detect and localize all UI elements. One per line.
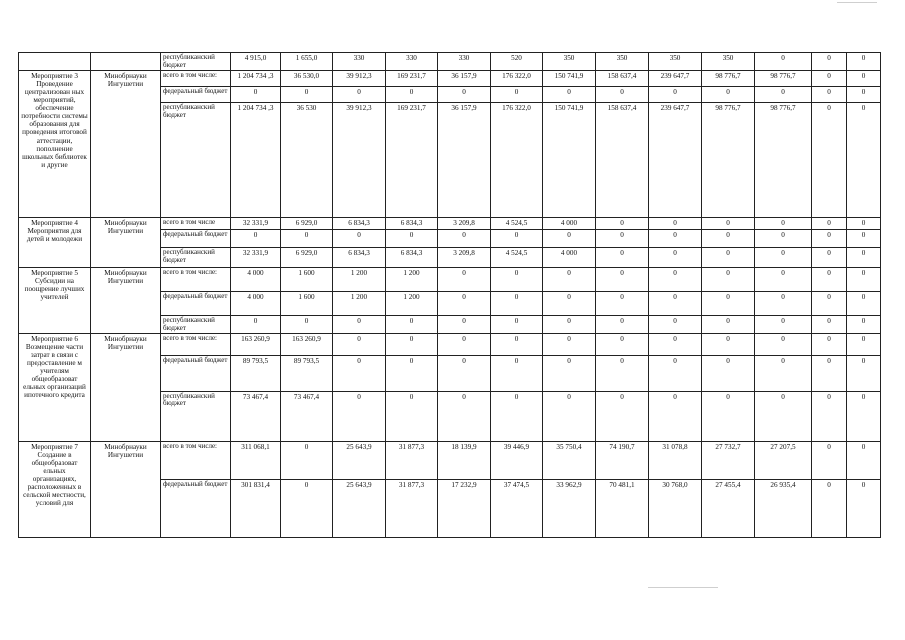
value-cell: 0	[333, 87, 386, 103]
value-cell: 3 209,8	[438, 218, 491, 230]
value-cell: 0	[386, 316, 438, 334]
value-cell: 36 530,0	[281, 71, 333, 87]
value-cell: 27 732,7	[702, 441, 755, 479]
value-cell: 73 467,4	[281, 391, 333, 441]
value-cell: 176 322,0	[491, 103, 543, 218]
value-cell: 18 139,9	[438, 441, 491, 479]
table-row	[19, 218, 881, 230]
value-cell: 0	[649, 316, 702, 334]
value-cell: 0	[847, 248, 881, 268]
value-cell: 0	[755, 230, 812, 248]
value-cell: 27 207,5	[755, 441, 812, 479]
value-cell: 1 204 734 ,3	[231, 103, 281, 218]
funding-source-cell: республиканский бюджет	[161, 248, 231, 268]
value-cell: 0	[847, 71, 881, 87]
value-cell: 0	[438, 316, 491, 334]
value-cell: 0	[438, 292, 491, 316]
value-cell: 0	[596, 391, 649, 441]
value-cell: 30 768,0	[649, 479, 702, 537]
value-cell: 0	[543, 268, 596, 292]
funding-source-cell: республиканский бюджет	[161, 391, 231, 441]
value-cell: 0	[847, 53, 881, 71]
value-cell: 0	[333, 316, 386, 334]
value-cell: 0	[702, 333, 755, 355]
value-cell: 0	[812, 479, 847, 537]
value-cell: 0	[812, 268, 847, 292]
value-cell: 0	[543, 391, 596, 441]
value-cell: 0	[755, 248, 812, 268]
value-cell: 0	[438, 333, 491, 355]
value-cell: 0	[491, 391, 543, 441]
value-cell: 0	[755, 268, 812, 292]
value-cell: 4 000	[543, 248, 596, 268]
value-cell: 169 231,7	[386, 71, 438, 87]
value-cell: 330	[333, 53, 386, 71]
value-cell: 0	[596, 268, 649, 292]
value-cell: 0	[649, 218, 702, 230]
value-cell: 0	[812, 441, 847, 479]
funding-source-cell: всего в том числе:	[161, 71, 231, 87]
event-name-cell: Мероприятие 7 Создание в общеобразоват ельных организациях, расположенных в сельской местности, условий для	[19, 441, 91, 537]
value-cell: 0	[755, 87, 812, 103]
value-cell: 89 793,5	[281, 355, 333, 391]
value-cell: 0	[596, 355, 649, 391]
scan-artifact	[837, 2, 877, 3]
value-cell: 0	[333, 355, 386, 391]
value-cell: 6 834,3	[386, 218, 438, 230]
value-cell: 6 834,3	[386, 248, 438, 268]
value-cell: 1 600	[281, 268, 333, 292]
value-cell: 25 643,9	[333, 441, 386, 479]
value-cell: 1 655,0	[281, 53, 333, 71]
value-cell: 0	[543, 355, 596, 391]
value-cell: 0	[847, 441, 881, 479]
value-cell: 73 467,4	[231, 391, 281, 441]
value-cell: 0	[702, 355, 755, 391]
funding-source-cell: республиканский бюджет	[161, 53, 231, 71]
value-cell: 0	[438, 355, 491, 391]
value-cell: 0	[649, 292, 702, 316]
value-cell: 0	[702, 316, 755, 334]
value-cell: 0	[491, 268, 543, 292]
value-cell: 176 322,0	[491, 71, 543, 87]
value-cell: 0	[386, 87, 438, 103]
value-cell: 0	[281, 316, 333, 334]
value-cell: 0	[847, 103, 881, 218]
event-name-cell: Мероприятие 6 Возмещение части затрат в связи с предоставление м учителям общеобразоват ельных организаций ипотечного кредита	[19, 333, 91, 441]
event-name-cell: Мероприятие 3 Проведение централизован ных мероприятий, обеспечение потребности системы образования для проведения итоговой аттестации, пополнение школьных библиотек и другие	[19, 71, 91, 218]
value-cell: 350	[596, 53, 649, 71]
value-cell: 0	[755, 218, 812, 230]
value-cell: 1 200	[386, 268, 438, 292]
value-cell: 158 637,4	[596, 103, 649, 218]
value-cell: 0	[702, 268, 755, 292]
funding-source-cell: федеральный бюджет	[161, 355, 231, 391]
value-cell: 39 912,3	[333, 71, 386, 87]
value-cell: 4 000	[231, 268, 281, 292]
value-cell: 31 877,3	[386, 479, 438, 537]
value-cell: 0	[491, 87, 543, 103]
value-cell: 0	[812, 316, 847, 334]
value-cell: 163 260,9	[281, 333, 333, 355]
table-row	[19, 333, 881, 355]
value-cell: 36 157,9	[438, 103, 491, 218]
value-cell: 0	[847, 479, 881, 537]
value-cell: 0	[438, 391, 491, 441]
value-cell: 1 200	[333, 268, 386, 292]
funding-source-cell: федеральный бюджет	[161, 292, 231, 316]
value-cell: 0	[847, 333, 881, 355]
executor-cell	[91, 53, 161, 71]
value-cell: 0	[543, 87, 596, 103]
funding-source-cell: федеральный бюджет	[161, 230, 231, 248]
value-cell: 0	[231, 230, 281, 248]
value-cell: 0	[847, 87, 881, 103]
value-cell: 330	[386, 53, 438, 71]
value-cell: 98 776,7	[755, 71, 812, 87]
table-row	[19, 53, 881, 71]
value-cell: 0	[755, 53, 812, 71]
value-cell: 350	[649, 53, 702, 71]
value-cell: 36 530	[281, 103, 333, 218]
value-cell: 0	[812, 53, 847, 71]
value-cell: 0	[333, 333, 386, 355]
value-cell: 0	[596, 248, 649, 268]
value-cell: 98 776,7	[702, 103, 755, 218]
value-cell: 0	[596, 87, 649, 103]
funding-source-cell: федеральный бюджет	[161, 87, 231, 103]
value-cell: 0	[596, 316, 649, 334]
value-cell: 35 750,4	[543, 441, 596, 479]
value-cell: 31 877,3	[386, 441, 438, 479]
value-cell: 0	[702, 391, 755, 441]
value-cell: 0	[438, 268, 491, 292]
value-cell: 4 524,5	[491, 248, 543, 268]
value-cell: 1 600	[281, 292, 333, 316]
value-cell: 0	[386, 333, 438, 355]
value-cell: 163 260,9	[231, 333, 281, 355]
event-name-cell: Мероприятие 5 Субсидии на поощрение лучших учителей	[19, 268, 91, 334]
value-cell: 89 793,5	[231, 355, 281, 391]
executor-cell: Минобрнауки Ингушетии	[91, 71, 161, 218]
value-cell: 0	[649, 87, 702, 103]
value-cell: 0	[543, 230, 596, 248]
value-cell: 98 776,7	[702, 71, 755, 87]
value-cell: 4 915,0	[231, 53, 281, 71]
value-cell: 520	[491, 53, 543, 71]
table-row	[19, 441, 881, 479]
value-cell: 0	[847, 230, 881, 248]
value-cell: 350	[702, 53, 755, 71]
value-cell: 32 331,9	[231, 248, 281, 268]
value-cell: 39 446,9	[491, 441, 543, 479]
value-cell: 0	[543, 333, 596, 355]
value-cell: 0	[702, 218, 755, 230]
value-cell: 0	[702, 230, 755, 248]
value-cell: 0	[596, 292, 649, 316]
value-cell: 31 078,8	[649, 441, 702, 479]
budget-table	[18, 52, 881, 538]
funding-source-cell: всего в том числе:	[161, 333, 231, 355]
value-cell: 17 232,9	[438, 479, 491, 537]
value-cell: 0	[281, 441, 333, 479]
value-cell: 0	[281, 230, 333, 248]
value-cell: 26 935,4	[755, 479, 812, 537]
table-row	[19, 71, 881, 87]
value-cell: 98 776,7	[755, 103, 812, 218]
value-cell: 0	[847, 391, 881, 441]
scan-artifact	[648, 587, 718, 588]
value-cell: 0	[847, 355, 881, 391]
value-cell: 0	[386, 355, 438, 391]
value-cell: 0	[702, 87, 755, 103]
value-cell: 27 455,4	[702, 479, 755, 537]
value-cell: 350	[543, 53, 596, 71]
value-cell: 0	[281, 479, 333, 537]
value-cell: 0	[755, 333, 812, 355]
value-cell: 0	[491, 292, 543, 316]
value-cell: 0	[333, 391, 386, 441]
value-cell: 0	[649, 391, 702, 441]
value-cell: 330	[438, 53, 491, 71]
value-cell: 0	[491, 333, 543, 355]
value-cell: 1 200	[333, 292, 386, 316]
table-row	[19, 268, 881, 292]
value-cell: 0	[231, 87, 281, 103]
value-cell: 0	[596, 333, 649, 355]
executor-cell: Минобрнауки Ингушетии	[91, 441, 161, 537]
value-cell: 0	[812, 248, 847, 268]
event-name-cell	[19, 53, 91, 71]
value-cell: 0	[596, 218, 649, 230]
executor-cell: Минобрнауки Ингушетии	[91, 268, 161, 334]
value-cell: 0	[438, 230, 491, 248]
value-cell: 0	[649, 230, 702, 248]
value-cell: 158 637,4	[596, 71, 649, 87]
value-cell: 6 834,3	[333, 218, 386, 230]
funding-source-cell: республиканский бюджет	[161, 103, 231, 218]
value-cell: 0	[491, 230, 543, 248]
value-cell: 0	[812, 292, 847, 316]
funding-source-cell: всего в том числе	[161, 218, 231, 230]
funding-source-cell: всего в том числе:	[161, 441, 231, 479]
value-cell: 3 209,8	[438, 248, 491, 268]
event-name-cell: Мероприятие 4 Мероприятия для детей и молодежи	[19, 218, 91, 268]
value-cell: 25 643,9	[333, 479, 386, 537]
value-cell: 0	[438, 87, 491, 103]
value-cell: 39 912,3	[333, 103, 386, 218]
value-cell: 239 647,7	[649, 103, 702, 218]
value-cell: 0	[812, 230, 847, 248]
value-cell: 4 524,5	[491, 218, 543, 230]
value-cell: 0	[649, 268, 702, 292]
value-cell: 37 474,5	[491, 479, 543, 537]
executor-cell: Минобрнауки Ингушетии	[91, 218, 161, 268]
value-cell: 301 831,4	[231, 479, 281, 537]
value-cell: 0	[812, 87, 847, 103]
value-cell: 0	[386, 391, 438, 441]
value-cell: 150 741,9	[543, 71, 596, 87]
value-cell: 0	[812, 391, 847, 441]
value-cell: 0	[755, 316, 812, 334]
value-cell: 169 231,7	[386, 103, 438, 218]
value-cell: 0	[596, 230, 649, 248]
value-cell: 6 834,3	[333, 248, 386, 268]
funding-source-cell: федеральный бюджет	[161, 479, 231, 537]
value-cell: 0	[847, 268, 881, 292]
value-cell: 0	[812, 71, 847, 87]
value-cell: 0	[649, 355, 702, 391]
funding-source-cell: республиканский бюджет	[161, 316, 231, 334]
value-cell: 0	[281, 87, 333, 103]
value-cell: 0	[812, 103, 847, 218]
value-cell: 0	[755, 355, 812, 391]
value-cell: 1 200	[386, 292, 438, 316]
value-cell: 0	[812, 355, 847, 391]
value-cell: 36 157,9	[438, 71, 491, 87]
value-cell: 6 929,0	[281, 218, 333, 230]
value-cell: 0	[702, 248, 755, 268]
value-cell: 6 929,0	[281, 248, 333, 268]
value-cell: 0	[847, 218, 881, 230]
value-cell: 239 647,7	[649, 71, 702, 87]
value-cell: 70 481,1	[596, 479, 649, 537]
value-cell: 0	[491, 316, 543, 334]
value-cell: 0	[755, 292, 812, 316]
value-cell: 0	[812, 218, 847, 230]
executor-cell: Минобрнауки Ингушетии	[91, 333, 161, 441]
value-cell: 33 962,9	[543, 479, 596, 537]
value-cell: 4 000	[231, 292, 281, 316]
value-cell: 0	[543, 316, 596, 334]
value-cell: 0	[847, 316, 881, 334]
value-cell: 1 204 734 ,3	[231, 71, 281, 87]
value-cell: 4 000	[543, 218, 596, 230]
value-cell: 311 068,1	[231, 441, 281, 479]
value-cell: 0	[491, 355, 543, 391]
value-cell: 150 741,9	[543, 103, 596, 218]
value-cell: 0	[231, 316, 281, 334]
value-cell: 0	[386, 230, 438, 248]
value-cell: 0	[333, 230, 386, 248]
value-cell: 32 331,9	[231, 218, 281, 230]
value-cell: 0	[702, 292, 755, 316]
funding-source-cell: всего в том числе:	[161, 268, 231, 292]
value-cell: 74 190,7	[596, 441, 649, 479]
value-cell: 0	[847, 292, 881, 316]
value-cell: 0	[755, 391, 812, 441]
value-cell: 0	[543, 292, 596, 316]
value-cell: 0	[649, 248, 702, 268]
value-cell: 0	[812, 333, 847, 355]
value-cell: 0	[649, 333, 702, 355]
